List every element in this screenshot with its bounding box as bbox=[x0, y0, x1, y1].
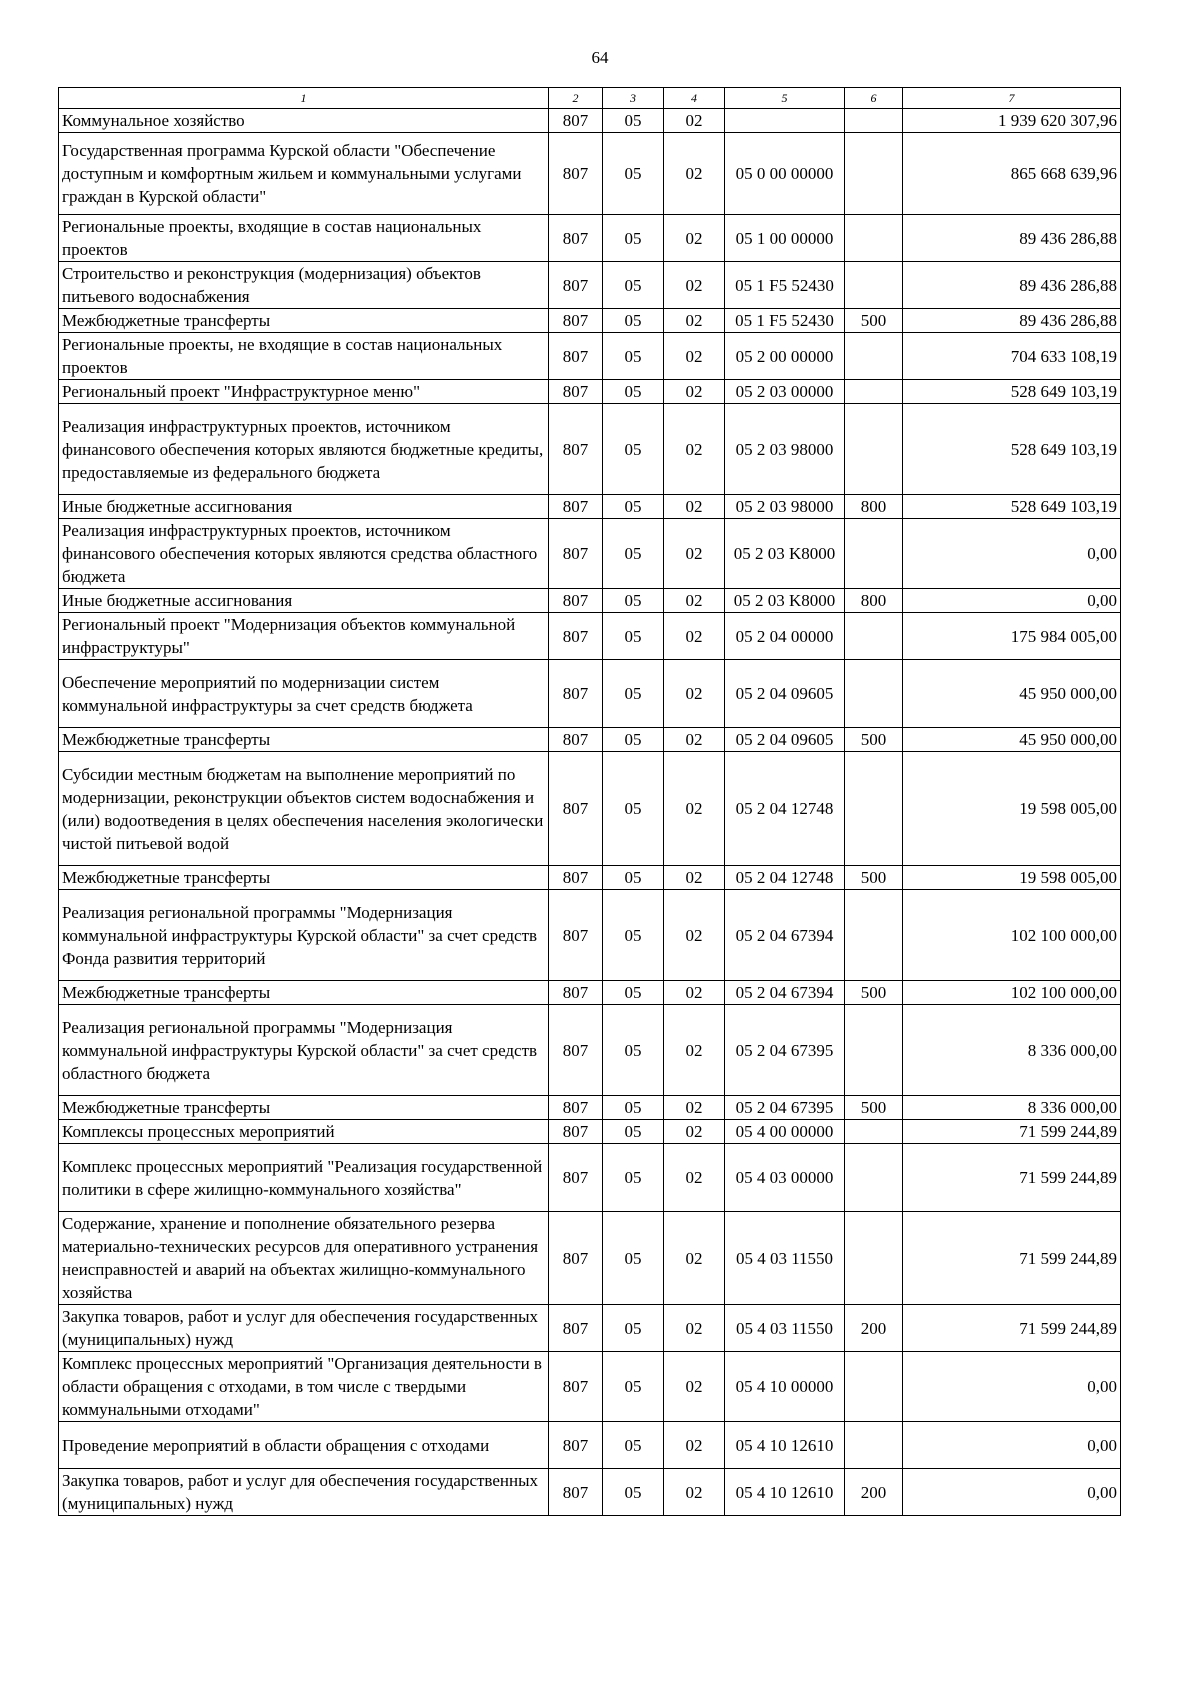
row-vr-cell: 200 bbox=[845, 1469, 903, 1516]
row-sum-cell: 8 336 000,00 bbox=[903, 1096, 1121, 1120]
row-name-cell: Комплекс процессных мероприятий "Реализация государственной политики в сфере жилищно-коммунального хозяйства" bbox=[59, 1144, 549, 1212]
row-sum-cell: 528 649 103,19 bbox=[903, 404, 1121, 495]
row-name-cell: Межбюджетные трансферты bbox=[59, 728, 549, 752]
table-row bbox=[59, 1212, 1121, 1305]
table-row bbox=[59, 660, 1121, 728]
row-sum-cell: 865 668 639,96 bbox=[903, 133, 1121, 215]
row-pr-cell: 02 bbox=[664, 109, 725, 133]
row-rz-cell: 05 bbox=[603, 495, 664, 519]
row-rz-cell: 05 bbox=[603, 660, 664, 728]
table-row bbox=[59, 380, 1121, 404]
row-rz-cell: 05 bbox=[603, 613, 664, 660]
row-rz-cell: 05 bbox=[603, 215, 664, 262]
row-sum-cell: 528 649 103,19 bbox=[903, 495, 1121, 519]
row-gr-cell: 807 bbox=[549, 890, 603, 981]
row-sum-cell: 71 599 244,89 bbox=[903, 1212, 1121, 1305]
row-sum-cell: 0,00 bbox=[903, 1352, 1121, 1422]
row-name-cell: Межбюджетные трансферты bbox=[59, 1096, 549, 1120]
row-gr-cell: 807 bbox=[549, 495, 603, 519]
row-rz-cell: 05 bbox=[603, 1144, 664, 1212]
row-pr-cell: 02 bbox=[664, 1096, 725, 1120]
row-pr-cell: 02 bbox=[664, 866, 725, 890]
row-vr-cell: 800 bbox=[845, 589, 903, 613]
row-name-cell: Обеспечение мероприятий по модернизации систем коммунальной инфраструктуры за счет средств бюджета bbox=[59, 660, 549, 728]
row-sum-cell: 0,00 bbox=[903, 1469, 1121, 1516]
row-gr-cell: 807 bbox=[549, 519, 603, 589]
row-vr-cell: 500 bbox=[845, 1096, 903, 1120]
row-csr-cell: 05 2 03 98000 bbox=[725, 404, 845, 495]
row-gr-cell: 807 bbox=[549, 589, 603, 613]
row-name-cell: Региональный проект "Модернизация объектов коммунальной инфраструктуры" bbox=[59, 613, 549, 660]
table-row bbox=[59, 1144, 1121, 1212]
row-gr-cell: 807 bbox=[549, 215, 603, 262]
row-pr-cell: 02 bbox=[664, 1469, 725, 1516]
row-sum-cell: 45 950 000,00 bbox=[903, 660, 1121, 728]
table-row bbox=[59, 495, 1121, 519]
row-sum-cell: 89 436 286,88 bbox=[903, 309, 1121, 333]
row-csr-cell: 05 1 F5 52430 bbox=[725, 309, 845, 333]
row-name-cell: Проведение мероприятий в области обращения с отходами bbox=[59, 1422, 549, 1469]
row-sum-cell: 19 598 005,00 bbox=[903, 866, 1121, 890]
row-pr-cell: 02 bbox=[664, 1422, 725, 1469]
row-pr-cell: 02 bbox=[664, 333, 725, 380]
row-vr-cell: 200 bbox=[845, 1305, 903, 1352]
row-rz-cell: 05 bbox=[603, 752, 664, 866]
page-number: 64 bbox=[591, 48, 609, 67]
row-csr-cell: 05 4 03 11550 bbox=[725, 1305, 845, 1352]
row-csr-cell: 05 2 04 12748 bbox=[725, 752, 845, 866]
table-row bbox=[59, 262, 1121, 309]
row-sum-cell: 45 950 000,00 bbox=[903, 728, 1121, 752]
row-rz-cell: 05 bbox=[603, 1120, 664, 1144]
row-gr-cell: 807 bbox=[549, 752, 603, 866]
row-vr-cell bbox=[845, 1144, 903, 1212]
row-csr-cell: 05 4 03 00000 bbox=[725, 1144, 845, 1212]
column-number: 4 bbox=[664, 88, 725, 109]
table-row bbox=[59, 333, 1121, 380]
row-csr-cell: 05 1 00 00000 bbox=[725, 215, 845, 262]
row-vr-cell bbox=[845, 613, 903, 660]
row-gr-cell: 807 bbox=[549, 866, 603, 890]
table-row bbox=[59, 589, 1121, 613]
row-rz-cell: 05 bbox=[603, 1005, 664, 1096]
table-row bbox=[59, 613, 1121, 660]
column-number: 5 bbox=[725, 88, 845, 109]
row-name-cell: Иные бюджетные ассигнования bbox=[59, 495, 549, 519]
row-csr-cell: 05 2 04 67394 bbox=[725, 981, 845, 1005]
row-name-cell: Реализация инфраструктурных проектов, источником финансового обеспечения которых являются средства областного бюджета bbox=[59, 519, 549, 589]
row-rz-cell: 05 bbox=[603, 1096, 664, 1120]
row-rz-cell: 05 bbox=[603, 890, 664, 981]
table-row bbox=[59, 728, 1121, 752]
row-pr-cell: 02 bbox=[664, 404, 725, 495]
column-number: 7 bbox=[903, 88, 1121, 109]
row-gr-cell: 807 bbox=[549, 380, 603, 404]
row-csr-cell: 05 2 03 K8000 bbox=[725, 589, 845, 613]
row-vr-cell bbox=[845, 109, 903, 133]
row-rz-cell: 05 bbox=[603, 589, 664, 613]
row-pr-cell: 02 bbox=[664, 752, 725, 866]
table-row bbox=[59, 1352, 1121, 1422]
row-vr-cell bbox=[845, 333, 903, 380]
row-pr-cell: 02 bbox=[664, 890, 725, 981]
column-number: 3 bbox=[603, 88, 664, 109]
row-csr-cell: 05 4 10 12610 bbox=[725, 1422, 845, 1469]
row-rz-cell: 05 bbox=[603, 981, 664, 1005]
row-vr-cell bbox=[845, 262, 903, 309]
budget-table bbox=[58, 87, 1121, 1516]
row-sum-cell: 0,00 bbox=[903, 589, 1121, 613]
row-vr-cell bbox=[845, 752, 903, 866]
row-vr-cell bbox=[845, 380, 903, 404]
row-rz-cell: 05 bbox=[603, 728, 664, 752]
row-name-cell: Закупка товаров, работ и услуг для обеспечения государственных (муниципальных) нужд bbox=[59, 1469, 549, 1516]
table-row bbox=[59, 109, 1121, 133]
row-gr-cell: 807 bbox=[549, 613, 603, 660]
row-sum-cell: 704 633 108,19 bbox=[903, 333, 1121, 380]
row-gr-cell: 807 bbox=[549, 1305, 603, 1352]
table-row bbox=[59, 981, 1121, 1005]
row-name-cell: Реализация региональной программы "Модернизация коммунальной инфраструктуры Курской области" за счет средств областного бюджета bbox=[59, 1005, 549, 1096]
row-gr-cell: 807 bbox=[549, 1005, 603, 1096]
row-vr-cell bbox=[845, 519, 903, 589]
row-csr-cell bbox=[725, 109, 845, 133]
row-pr-cell: 02 bbox=[664, 613, 725, 660]
row-vr-cell: 500 bbox=[845, 866, 903, 890]
row-pr-cell: 02 bbox=[664, 1144, 725, 1212]
row-gr-cell: 807 bbox=[549, 981, 603, 1005]
row-pr-cell: 02 bbox=[664, 660, 725, 728]
row-vr-cell: 500 bbox=[845, 981, 903, 1005]
row-csr-cell: 05 2 03 98000 bbox=[725, 495, 845, 519]
row-csr-cell: 05 4 03 11550 bbox=[725, 1212, 845, 1305]
row-vr-cell bbox=[845, 1352, 903, 1422]
row-name-cell: Комплекс процессных мероприятий "Организация деятельности в области обращения с отходами, в том числе с твердыми коммунальными отходами" bbox=[59, 1352, 549, 1422]
row-csr-cell: 05 2 00 00000 bbox=[725, 333, 845, 380]
table-row bbox=[59, 890, 1121, 981]
row-rz-cell: 05 bbox=[603, 333, 664, 380]
row-vr-cell bbox=[845, 660, 903, 728]
row-sum-cell: 19 598 005,00 bbox=[903, 752, 1121, 866]
row-vr-cell bbox=[845, 133, 903, 215]
row-name-cell: Субсидии местным бюджетам на выполнение мероприятий по модернизации, реконструкции объектов систем водоснабжения и (или) водоотведения в целях обеспечения населения экологически чистой питьевой водой bbox=[59, 752, 549, 866]
row-name-cell: Содержание, хранение и пополнение обязательного резерва материально-технических ресурсов для оперативного устранения неисправностей и аварий на объектах жилищно-коммунального хозяйства bbox=[59, 1212, 549, 1305]
row-pr-cell: 02 bbox=[664, 1352, 725, 1422]
table-row bbox=[59, 215, 1121, 262]
table-row bbox=[59, 1305, 1121, 1352]
row-name-cell: Иные бюджетные ассигнования bbox=[59, 589, 549, 613]
row-pr-cell: 02 bbox=[664, 215, 725, 262]
row-csr-cell: 05 4 10 12610 bbox=[725, 1469, 845, 1516]
row-gr-cell: 807 bbox=[549, 109, 603, 133]
table-row bbox=[59, 404, 1121, 495]
table-row bbox=[59, 752, 1121, 866]
row-rz-cell: 05 bbox=[603, 380, 664, 404]
row-gr-cell: 807 bbox=[549, 660, 603, 728]
row-csr-cell: 05 4 00 00000 bbox=[725, 1120, 845, 1144]
row-gr-cell: 807 bbox=[549, 1352, 603, 1422]
row-gr-cell: 807 bbox=[549, 1096, 603, 1120]
row-name-cell: Региональные проекты, входящие в состав национальных проектов bbox=[59, 215, 549, 262]
column-number-row bbox=[59, 88, 1121, 109]
row-name-cell: Межбюджетные трансферты bbox=[59, 981, 549, 1005]
row-pr-cell: 02 bbox=[664, 589, 725, 613]
row-vr-cell: 500 bbox=[845, 309, 903, 333]
row-rz-cell: 05 bbox=[603, 133, 664, 215]
row-rz-cell: 05 bbox=[603, 519, 664, 589]
row-csr-cell: 05 1 F5 52430 bbox=[725, 262, 845, 309]
row-pr-cell: 02 bbox=[664, 728, 725, 752]
column-number: 6 bbox=[845, 88, 903, 109]
row-gr-cell: 807 bbox=[549, 1120, 603, 1144]
table-row bbox=[59, 519, 1121, 589]
row-name-cell: Строительство и реконструкция (модернизация) объектов питьевого водоснабжения bbox=[59, 262, 549, 309]
row-sum-cell: 0,00 bbox=[903, 519, 1121, 589]
column-number: 1 bbox=[59, 88, 549, 109]
row-csr-cell: 05 2 04 12748 bbox=[725, 866, 845, 890]
row-rz-cell: 05 bbox=[603, 1469, 664, 1516]
row-pr-cell: 02 bbox=[664, 1212, 725, 1305]
row-rz-cell: 05 bbox=[603, 1352, 664, 1422]
row-sum-cell: 71 599 244,89 bbox=[903, 1305, 1121, 1352]
row-sum-cell: 528 649 103,19 bbox=[903, 380, 1121, 404]
row-csr-cell: 05 2 04 09605 bbox=[725, 728, 845, 752]
row-vr-cell bbox=[845, 1212, 903, 1305]
row-sum-cell: 71 599 244,89 bbox=[903, 1144, 1121, 1212]
row-vr-cell bbox=[845, 1005, 903, 1096]
row-rz-cell: 05 bbox=[603, 404, 664, 495]
row-csr-cell: 05 4 10 00000 bbox=[725, 1352, 845, 1422]
row-csr-cell: 05 2 04 00000 bbox=[725, 613, 845, 660]
row-vr-cell bbox=[845, 404, 903, 495]
row-gr-cell: 807 bbox=[549, 333, 603, 380]
row-pr-cell: 02 bbox=[664, 495, 725, 519]
row-gr-cell: 807 bbox=[549, 1422, 603, 1469]
row-csr-cell: 05 2 04 67394 bbox=[725, 890, 845, 981]
table-row bbox=[59, 309, 1121, 333]
row-vr-cell: 800 bbox=[845, 495, 903, 519]
table-row bbox=[59, 1005, 1121, 1096]
row-csr-cell: 05 0 00 00000 bbox=[725, 133, 845, 215]
table-row bbox=[59, 1469, 1121, 1516]
row-sum-cell: 1 939 620 307,96 bbox=[903, 109, 1121, 133]
row-sum-cell: 89 436 286,88 bbox=[903, 262, 1121, 309]
row-pr-cell: 02 bbox=[664, 133, 725, 215]
row-name-cell: Реализация региональной программы "Модернизация коммунальной инфраструктуры Курской области" за счет средств Фонда развития территорий bbox=[59, 890, 549, 981]
row-sum-cell: 175 984 005,00 bbox=[903, 613, 1121, 660]
row-vr-cell bbox=[845, 1120, 903, 1144]
row-pr-cell: 02 bbox=[664, 981, 725, 1005]
row-pr-cell: 02 bbox=[664, 519, 725, 589]
table-row bbox=[59, 1422, 1121, 1469]
row-gr-cell: 807 bbox=[549, 262, 603, 309]
row-name-cell: Региональные проекты, не входящие в состав национальных проектов bbox=[59, 333, 549, 380]
row-rz-cell: 05 bbox=[603, 109, 664, 133]
table-row bbox=[59, 1096, 1121, 1120]
row-name-cell: Государственная программа Курской области "Обеспечение доступным и комфортным жильем и коммунальными услугами граждан в Курской области" bbox=[59, 133, 549, 215]
row-name-cell: Межбюджетные трансферты bbox=[59, 309, 549, 333]
row-pr-cell: 02 bbox=[664, 309, 725, 333]
row-sum-cell: 71 599 244,89 bbox=[903, 1120, 1121, 1144]
row-name-cell: Закупка товаров, работ и услуг для обеспечения государственных (муниципальных) нужд bbox=[59, 1305, 549, 1352]
row-gr-cell: 807 bbox=[549, 404, 603, 495]
row-sum-cell: 89 436 286,88 bbox=[903, 215, 1121, 262]
row-pr-cell: 02 bbox=[664, 262, 725, 309]
row-rz-cell: 05 bbox=[603, 262, 664, 309]
row-vr-cell bbox=[845, 1422, 903, 1469]
row-rz-cell: 05 bbox=[603, 309, 664, 333]
row-csr-cell: 05 2 04 09605 bbox=[725, 660, 845, 728]
row-vr-cell bbox=[845, 890, 903, 981]
row-gr-cell: 807 bbox=[549, 133, 603, 215]
row-sum-cell: 102 100 000,00 bbox=[903, 890, 1121, 981]
row-pr-cell: 02 bbox=[664, 1005, 725, 1096]
table-row bbox=[59, 1120, 1121, 1144]
row-name-cell: Региональный проект "Инфраструктурное меню" bbox=[59, 380, 549, 404]
row-name-cell: Комплексы процессных мероприятий bbox=[59, 1120, 549, 1144]
row-name-cell: Межбюджетные трансферты bbox=[59, 866, 549, 890]
table-row bbox=[59, 866, 1121, 890]
row-gr-cell: 807 bbox=[549, 1469, 603, 1516]
row-pr-cell: 02 bbox=[664, 1120, 725, 1144]
row-rz-cell: 05 bbox=[603, 1212, 664, 1305]
row-gr-cell: 807 bbox=[549, 728, 603, 752]
column-number: 2 bbox=[549, 88, 603, 109]
row-vr-cell bbox=[845, 215, 903, 262]
row-rz-cell: 05 bbox=[603, 1422, 664, 1469]
row-name-cell: Реализация инфраструктурных проектов, источником финансового обеспечения которых являются бюджетные кредиты, предоставляемые из федерального бюджета bbox=[59, 404, 549, 495]
table-row bbox=[59, 133, 1121, 215]
row-csr-cell: 05 2 04 67395 bbox=[725, 1005, 845, 1096]
row-gr-cell: 807 bbox=[549, 1212, 603, 1305]
row-csr-cell: 05 2 03 K8000 bbox=[725, 519, 845, 589]
row-name-cell: Коммунальное хозяйство bbox=[59, 109, 549, 133]
row-rz-cell: 05 bbox=[603, 866, 664, 890]
row-rz-cell: 05 bbox=[603, 1305, 664, 1352]
row-csr-cell: 05 2 03 00000 bbox=[725, 380, 845, 404]
row-gr-cell: 807 bbox=[549, 309, 603, 333]
row-sum-cell: 0,00 bbox=[903, 1422, 1121, 1469]
row-pr-cell: 02 bbox=[664, 380, 725, 404]
row-csr-cell: 05 2 04 67395 bbox=[725, 1096, 845, 1120]
row-pr-cell: 02 bbox=[664, 1305, 725, 1352]
row-sum-cell: 8 336 000,00 bbox=[903, 1005, 1121, 1096]
row-sum-cell: 102 100 000,00 bbox=[903, 981, 1121, 1005]
row-vr-cell: 500 bbox=[845, 728, 903, 752]
row-gr-cell: 807 bbox=[549, 1144, 603, 1212]
